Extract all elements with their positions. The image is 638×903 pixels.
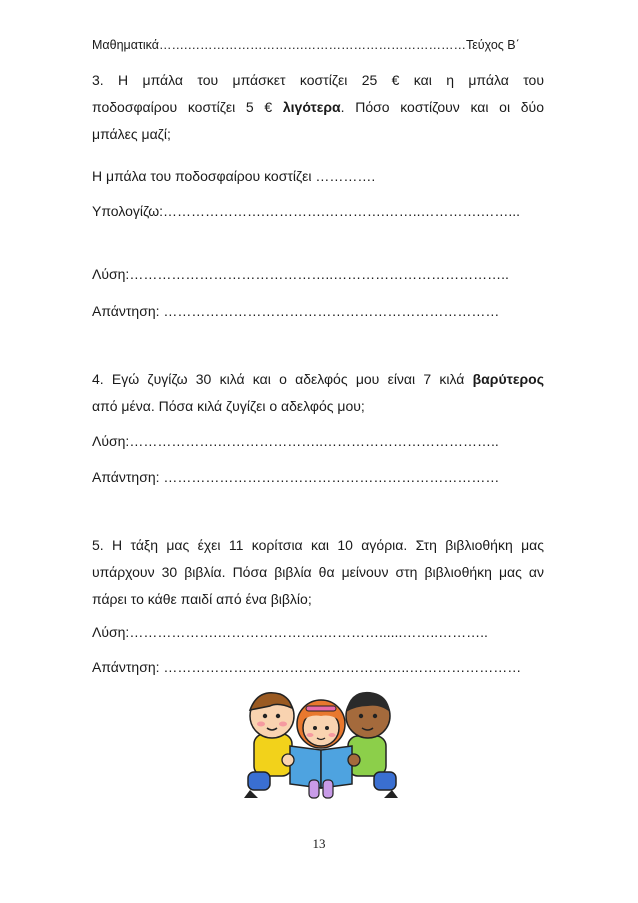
q3-line-1: 3. Η μπάλα του μπάσκετ κοστίζει 25 € και η μπάλα του	[92, 72, 544, 88]
page-header: Μαθηματικά…….……………………….…………………………………Τεύχος Β΄	[92, 38, 520, 52]
q5-solution: Λύση:……………….…………………..…………......……..………..	[92, 624, 488, 640]
book-icon	[290, 746, 352, 798]
q3-line-2-end: . Πόσο κοστίζουν και οι δύο	[340, 99, 544, 115]
q5-line-3: πάρει το κάθε παιδί από ένα βιβλίο;	[92, 591, 312, 607]
q4-answer: Απάντηση: ………………………………………………………………	[92, 469, 500, 485]
q3-solution: Λύση:……………………………………..………………………………..	[92, 266, 509, 282]
q4-line-1	[92, 367, 544, 391]
left-child	[244, 693, 294, 798]
q3-calc: Υπολογίζω:………………….………….………….……..………….……...	[92, 203, 521, 219]
right-child	[346, 692, 398, 798]
q4-line-2: από μένα. Πόσα κιλά ζυγίζει ο αδελφός μου;	[92, 398, 365, 414]
q3-prompt: Η μπάλα του ποδοσφαίρου κοστίζει ………….	[92, 168, 376, 184]
page-number: 13	[312, 836, 326, 851]
q4-solution: Λύση:……………….…………………..………………………………..	[92, 433, 499, 449]
q3-line-3: μπάλες μαζί;	[92, 126, 171, 142]
q5-answer: Απάντηση: ……………………………………………..……………………	[92, 659, 522, 675]
q4-keyword: βαρύτερος	[472, 371, 544, 387]
children-reading-illustration	[236, 686, 406, 806]
q4-line-1-start: 4. Εγώ ζυγίζω 30 κιλά και ο αδελφός μου είναι 7 κιλά	[92, 371, 473, 387]
middle-child	[297, 700, 345, 748]
q5-line-1: 5. Η τάξη μας έχει 11 κορίτσια και 10 αγόρια. Στη βιβλιοθήκη μας	[92, 537, 544, 553]
q3-keyword: λιγότερα	[282, 99, 341, 115]
q3-answer: Απάντηση: ………………………………………………………………	[92, 303, 500, 319]
q3-line-2	[92, 95, 544, 119]
q3-line-2-start: ποδοσφαίρου κοστίζει 5 €	[92, 99, 283, 115]
q5-line-2: υπάρχουν 30 βιβλία. Πόσα βιβλία θα μείνουν στη βιβλιοθήκη μας αν	[92, 564, 544, 580]
